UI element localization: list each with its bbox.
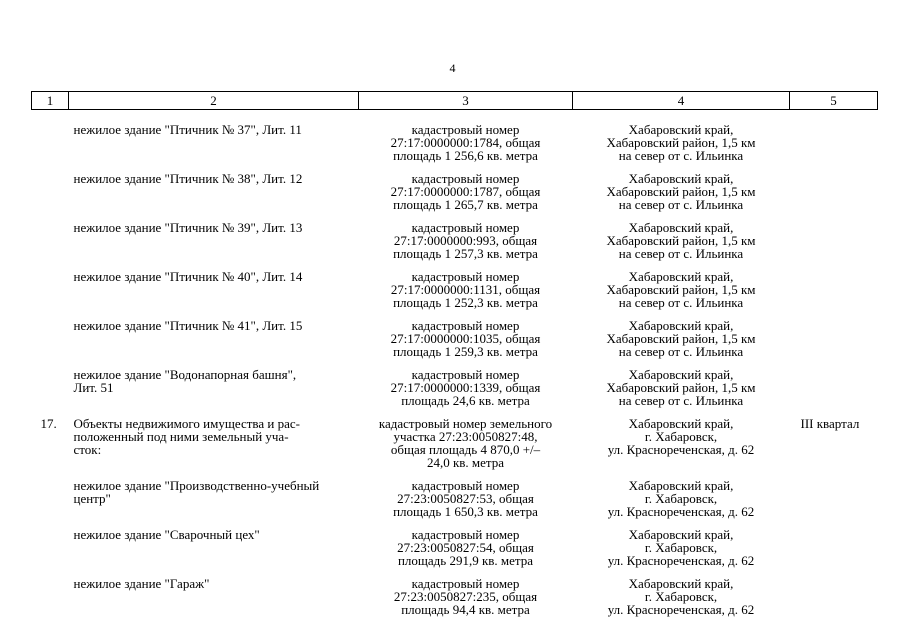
cadastral-line: кадастровый номер [411, 478, 520, 493]
address-line: на север от с. Ильинка [618, 344, 744, 359]
cadastral-line: 27:17:0000000:1131, общая [390, 282, 541, 297]
address-line: Хабаровский край, [628, 527, 734, 542]
object-name [69, 469, 359, 518]
row-number [32, 518, 69, 567]
object-name [69, 309, 359, 358]
address-line: Хабаровский район, 1,5 км [606, 380, 756, 395]
period [790, 211, 878, 260]
cadastral-line: кадастровый номер [411, 220, 520, 235]
row-number [32, 162, 69, 211]
address [573, 469, 790, 518]
object-name [69, 358, 359, 407]
cadastral-info [359, 567, 573, 616]
object-name-line: нежилое здание "Гараж" [73, 576, 210, 591]
table-row [32, 211, 878, 260]
address-line: Хабаровский район, 1,5 км [606, 184, 756, 199]
table-row [32, 518, 878, 567]
address-line: Хабаровский край, [628, 122, 734, 137]
table-row [32, 469, 878, 518]
address-line: Хабаровский край, [628, 269, 734, 284]
period [790, 309, 878, 358]
object-name-line: нежилое здание "Производственно-учебный [73, 478, 320, 493]
address [573, 309, 790, 358]
cadastral-line: площадь 1 259,3 кв. метра [393, 344, 538, 359]
address-line: на север от с. Ильинка [618, 148, 744, 163]
row-number [32, 211, 69, 260]
cadastral-line: 27:17:0000000:1339, общая [390, 380, 541, 395]
address-line: Хабаровский край, [628, 576, 734, 591]
cadastral-line: кадастровый номер [411, 527, 520, 542]
address [573, 260, 790, 309]
cadastral-info [359, 260, 573, 309]
cadastral-info [359, 469, 573, 518]
cadastral-line: площадь 1 256,6 кв. метра [393, 148, 538, 163]
row-number: 17. [40, 416, 57, 431]
period [790, 110, 878, 163]
table-row [32, 162, 878, 211]
cadastral-info [359, 211, 573, 260]
object-name-line: нежилое здание "Птичник № 39", Лит. 13 [73, 220, 303, 235]
cadastral-line: площадь 94,4 кв. метра [401, 602, 530, 617]
cadastral-line: общая площадь 4 870,0 +/– [390, 442, 541, 457]
address [573, 567, 790, 616]
object-name-line: центр" [73, 491, 111, 506]
cadastral-info [359, 518, 573, 567]
property-table [31, 91, 878, 616]
object-name-line: нежилое здание "Птичник № 40", Лит. 14 [73, 269, 303, 284]
address-line: Хабаровский край, [628, 318, 734, 333]
address-line: г. Хабаровск, [644, 491, 718, 506]
address-line: Хабаровский район, 1,5 км [606, 233, 756, 248]
cadastral-info [359, 309, 573, 358]
address-line: г. Хабаровск, [644, 429, 718, 444]
header-col-5: 5 [790, 92, 878, 110]
address-line: на север от с. Ильинка [618, 246, 744, 261]
address [573, 162, 790, 211]
object-name-line: нежилое здание "Птичник № 41", Лит. 15 [73, 318, 303, 333]
address-line: г. Хабаровск, [644, 589, 718, 604]
address [573, 518, 790, 567]
period [790, 162, 878, 211]
cadastral-line: площадь 1 650,3 кв. метра [393, 504, 538, 519]
table-header [32, 92, 878, 110]
cadastral-line: 27:17:0000000:993, общая [393, 233, 538, 248]
address [573, 407, 790, 469]
cadastral-line: 27:17:0000000:1787, общая [390, 184, 541, 199]
cadastral-line: площадь 1 252,3 кв. метра [393, 295, 538, 310]
object-name-line: Лит. 51 [73, 380, 114, 395]
page-number: 4 [449, 61, 456, 75]
address [573, 211, 790, 260]
cadastral-line: участка 27:23:0050827:48, [393, 429, 538, 444]
cadastral-info [359, 162, 573, 211]
address [573, 110, 790, 163]
object-name [69, 567, 359, 616]
cadastral-line: 27:23:0050827:54, общая [397, 540, 534, 555]
address-line: на север от с. Ильинка [618, 295, 744, 310]
object-name-line: нежилое здание "Водонапорная башня", [73, 367, 297, 382]
header-col-2: 2 [69, 92, 359, 110]
object-name-line: положенный под ними земельный уча- [73, 429, 289, 444]
table-body [32, 110, 878, 617]
table-row [32, 407, 878, 469]
address-line: ул. Краснореченская, д. 62 [607, 504, 755, 519]
object-name-line: нежилое здание "Сварочный цех" [73, 527, 260, 542]
row-number [32, 260, 69, 309]
cadastral-line: кадастровый номер [411, 171, 520, 186]
header-col-3: 3 [359, 92, 573, 110]
cadastral-line: кадастровый номер [411, 269, 520, 284]
object-name [69, 407, 359, 469]
row-number [32, 567, 69, 616]
cadastral-info [359, 407, 573, 469]
row-number [32, 469, 69, 518]
address-line: Хабаровский район, 1,5 км [606, 135, 756, 150]
cadastral-line: 27:17:0000000:1035, общая [390, 331, 541, 346]
header-col-1: 1 [32, 92, 69, 110]
cadastral-line: площадь 24,6 кв. метра [401, 393, 530, 408]
address-line: ул. Краснореченская, д. 62 [607, 553, 755, 568]
address-line: Хабаровский край, [628, 220, 734, 235]
table-row [32, 110, 878, 163]
row-number [32, 110, 69, 163]
object-name [69, 260, 359, 309]
address-line: на север от с. Ильинка [618, 197, 744, 212]
period [790, 260, 878, 309]
address-line: Хабаровский район, 1,5 км [606, 282, 756, 297]
row-number [32, 358, 69, 407]
table-row [32, 567, 878, 616]
address [573, 358, 790, 407]
address-line: ул. Краснореченская, д. 62 [607, 602, 755, 617]
address-line: Хабаровский край, [628, 171, 734, 186]
object-name-line: сток: [73, 442, 102, 457]
header-row [32, 92, 878, 110]
address-line: Хабаровский район, 1,5 км [606, 331, 756, 346]
cadastral-line: кадастровый номер [411, 367, 520, 382]
table-row [32, 358, 878, 407]
header-col-4: 4 [573, 92, 790, 110]
address-line: ул. Краснореченская, д. 62 [607, 442, 755, 457]
object-name [69, 162, 359, 211]
object-name [69, 211, 359, 260]
table-row [32, 260, 878, 309]
cadastral-info [359, 358, 573, 407]
cadastral-line: кадастровый номер [411, 318, 520, 333]
cadastral-line: площадь 291,9 кв. метра [397, 553, 534, 568]
cadastral-line: 24,0 кв. метра [426, 455, 505, 470]
object-name-line: Объекты недвижимого имущества и рас- [73, 416, 300, 431]
period [790, 469, 878, 518]
address-line: на север от с. Ильинка [618, 393, 744, 408]
cadastral-line: площадь 1 265,7 кв. метра [393, 197, 538, 212]
cadastral-line: кадастровый номер земельного [378, 416, 553, 431]
object-name-line: нежилое здание "Птичник № 37", Лит. 11 [73, 122, 302, 137]
address-line: г. Хабаровск, [644, 540, 718, 555]
row-number [32, 309, 69, 358]
period: III квартал [800, 416, 860, 431]
address-line: Хабаровский край, [628, 478, 734, 493]
period [790, 518, 878, 567]
object-name [69, 110, 359, 163]
cadastral-info [359, 110, 573, 163]
cadastral-line: 27:23:0050827:235, общая [393, 589, 538, 604]
cadastral-line: кадастровый номер [411, 122, 520, 137]
address-line: Хабаровский край, [628, 367, 734, 382]
cadastral-line: кадастровый номер [411, 576, 520, 591]
period [790, 358, 878, 407]
period [790, 567, 878, 616]
cadastral-line: 27:17:0000000:1784, общая [390, 135, 541, 150]
cadastral-line: 27:23:0050827:53, общая [397, 491, 534, 506]
cadastral-line: площадь 1 257,3 кв. метра [393, 246, 538, 261]
object-name-line: нежилое здание "Птичник № 38", Лит. 12 [73, 171, 303, 186]
object-name [69, 518, 359, 567]
address-line: Хабаровский край, [628, 416, 734, 431]
table-row [32, 309, 878, 358]
